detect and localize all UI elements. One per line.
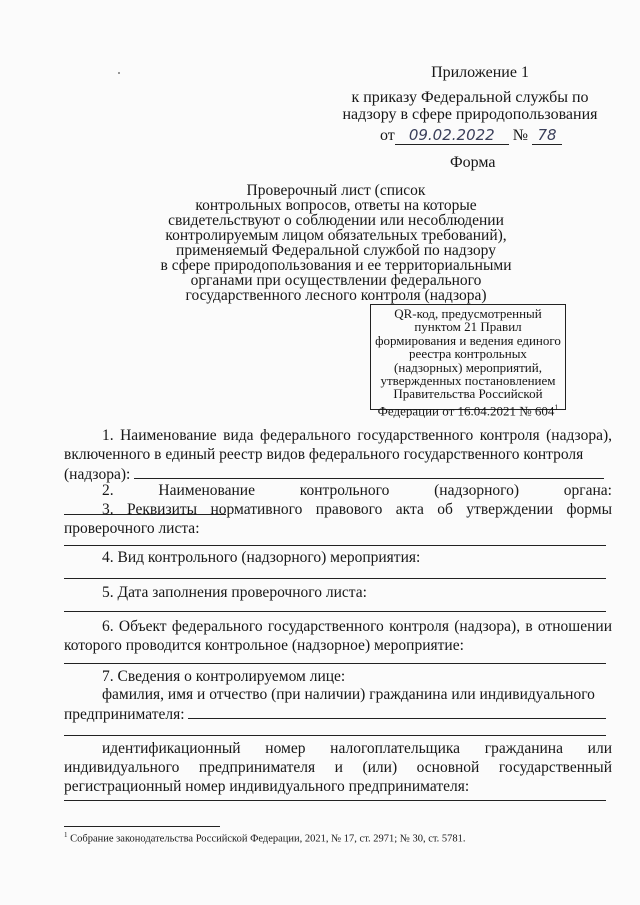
item-4-label: 4. Вид контрольного (надзорного) мероприятия: [102, 549, 421, 566]
qr-line-last [375, 401, 561, 418]
item-7-inn [64, 739, 612, 796]
item-5 [64, 583, 612, 602]
footnote-separator [64, 826, 220, 827]
number-sign: № [512, 127, 529, 144]
item-7-fio-fill-line-2[interactable] [64, 735, 606, 736]
item-4 [64, 548, 612, 567]
item-7-fio [64, 685, 612, 704]
title-line: применяемый Федеральной службой по надзору [176, 242, 496, 259]
item-7-inn-text: идентификационный номер налогоплательщика гражданина или индивидуального предпринимателя и (или) основной государственный регистрационный номер индивидуального предпринимателя: [64, 740, 612, 795]
item-7-inn-fill-line[interactable] [64, 800, 606, 801]
item-2-label: 2. Наименование контрольного (надзорного) органа: [102, 482, 612, 499]
title-line: государственного лесного контроля (надзора) [185, 287, 487, 304]
qr-code-box [370, 304, 566, 419]
item-1-fill-line[interactable] [134, 464, 604, 479]
footnote [64, 829, 466, 846]
qr-code-box-text [375, 307, 561, 418]
qr-line: Правительства Российской [393, 386, 543, 402]
title-line: в сфере природопользования и ее территориальными [160, 257, 512, 274]
item-7-fio-label: предпринимателя: [64, 706, 185, 723]
item-6-fill-line[interactable] [64, 663, 606, 664]
item-7-fio-end [64, 704, 612, 724]
footnote-ref: 1 [554, 402, 559, 412]
item-5-fill-line[interactable] [64, 611, 606, 612]
qr-line: формирования и ведения единого [375, 332, 561, 348]
order-line-2: надзору в сфере природопользования [342, 106, 598, 123]
footnote-number: 1 [64, 831, 68, 839]
order-reference [340, 89, 600, 123]
item-3-fill-line[interactable] [64, 545, 606, 546]
item-7-fio-fill-line[interactable] [188, 704, 606, 719]
title-line: органами при осуществлении федерального [190, 272, 482, 289]
date-prefix: от [380, 127, 395, 144]
title-line: Проверочный лист (список [246, 182, 426, 199]
title-line: контрольных вопросов, ответы на которые [195, 197, 477, 214]
item-4-fill-line[interactable] [64, 578, 606, 579]
order-line-1: к приказу Федеральной службы по [351, 89, 589, 106]
qr-line-text: Федерации от 16.04.2021 № 604 [377, 403, 555, 419]
order-date-line [380, 126, 562, 145]
item-5-label: 5. Дата заполнения проверочного листа: [102, 584, 367, 601]
scan-speck [118, 72, 120, 74]
handwritten-date: 09.02.2022 [395, 126, 509, 145]
appendix-label: Приложение 1 [431, 64, 529, 81]
qr-line: реестра контрольных [409, 346, 527, 362]
item-6 [64, 617, 612, 655]
item-6-label: 6. Объект федерального государственного контроля (надзора), в отношении которого проводится контрольное (надзорное) мероприятие: [64, 618, 612, 654]
item-7-fio-text: фамилия, имя и отчество (при наличии) гражданина или индивидуального [102, 686, 595, 703]
footnote-text: Собрание законодательства Российской Федерации, 2021, № 17, ст. 2971; № 30, ст. 5781. [70, 833, 466, 845]
item-7 [64, 667, 612, 686]
item-1 [64, 426, 612, 464]
qr-line: QR-код, предусмотренный [394, 306, 542, 321]
title-line: контролируемым лицом обязательных требований), [165, 227, 507, 244]
qr-line: (надзорных) мероприятий, [394, 359, 542, 375]
item-3 [64, 500, 612, 538]
qr-line: утвержденных постановлением [380, 373, 556, 389]
item-7-label: 7. Сведения о контролируемом лице: [102, 668, 346, 685]
form-label: Форма [450, 154, 496, 171]
title-line: свидетельствуют о соблюдении или несоблюдении [168, 212, 504, 229]
item-1-label: (надзора): [64, 466, 131, 483]
item-3-label: 3. Реквизиты нормативного правового акта об утверждении формы проверочного листа: [64, 501, 612, 537]
item-1-text: 1. Наименование вида федерального государственного контроля (надзора), включенного в единый реестр видов федерального государственного контроля [64, 427, 612, 463]
qr-line: пунктом 21 Правил [414, 319, 522, 335]
handwritten-number: 78 [532, 126, 562, 145]
document-title [160, 183, 512, 303]
